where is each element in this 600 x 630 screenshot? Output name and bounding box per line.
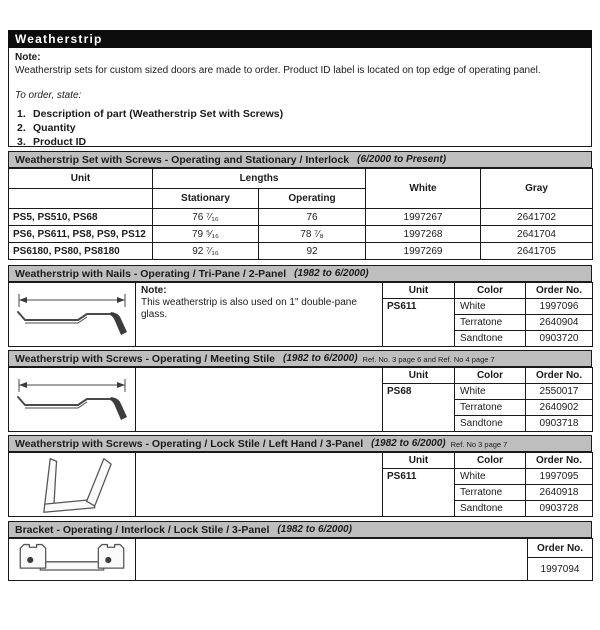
col-header-order: Order No. [526,368,593,384]
stationary-length: 79 ⁵⁄₁₆ [153,226,259,243]
gray-order-no: 2641704 [481,226,593,243]
nails-table [8,282,593,347]
col-header-lengths: Lengths [153,169,366,189]
note-label: Note: [15,52,41,63]
col-header-order: Order No. [526,283,593,299]
section-title: Weatherstrip with Nails - Operating / Tri-Pane / 2-Panel [15,267,287,280]
col-header-unit: Unit [383,368,455,384]
section-meeting-stile [8,350,592,432]
unit-cell: PS611 [383,469,455,517]
order-step [15,135,585,149]
set-table [8,168,593,260]
white-order-no: 1997267 [366,209,481,226]
col-header-order: Order No. [528,539,593,558]
section-title-bar [8,265,592,282]
empty-cell [136,453,383,517]
section-bracket [8,521,592,581]
color-cell: White [455,469,526,485]
order-step [15,121,585,135]
col-header-stationary: Stationary [153,189,259,209]
order-no-cell: 2550017 [526,384,593,400]
color-cell: Sandtone [455,416,526,432]
white-order-no: 1997269 [366,243,481,260]
col-header-gray: Gray [481,169,593,209]
note-text: Weatherstrip sets for custom sized doors are made to order. Product ID label is located on top edge of operating panel. [15,65,541,76]
step-text: Quantity [33,122,76,134]
col-header-color: Color [455,283,526,299]
gray-order-no: 2641705 [481,243,593,260]
lock-stile-channel-drawing [9,453,136,517]
bracket-drawing [9,539,136,581]
section-date-range: (1982 to 6/2000) [283,353,358,364]
section-with-nails [8,265,592,347]
col-header-empty [9,189,153,209]
step-number: 3. [17,136,26,148]
weatherstrip-profile-drawing [9,283,136,347]
stationary-length: 76 ⁷⁄₁₆ [153,209,259,226]
order-steps [15,107,585,149]
gray-order-no: 2641702 [481,209,593,226]
color-cell: Terratone [455,315,526,331]
section-title: Weatherstrip Set with Screws - Operating and Stationary / Interlock [15,153,350,166]
order-no-cell: 1997095 [526,469,593,485]
note-text: This weatherstrip is also used on 1" double-pane glass. [141,297,357,320]
section-ref: Ref. No. 3 page 6 and Ref. No 4 page 7 [362,355,495,364]
col-header-color: Color [455,368,526,384]
section-title-bar [8,521,592,538]
order-no-cell: 1997096 [526,299,593,315]
bracket-table [8,538,593,581]
meeting-stile-table [8,367,593,432]
empty-cell [136,368,383,432]
section-note [136,283,383,347]
section-title: Weatherstrip with Screws - Operating / Lock Stile / Left Hand / 3-Panel [15,437,364,450]
page-title: Weatherstrip [8,30,592,48]
order-no-cell: 0903720 [526,331,593,347]
color-cell: White [455,384,526,400]
color-cell: Terratone [455,400,526,416]
unit-cell: PS6180, PS80, PS8180 [9,243,153,260]
operating-length: 76 [259,209,366,226]
section-title: Bracket - Operating / Interlock / Lock Stile / 3-Panel [15,523,270,536]
col-header-unit: Unit [383,283,455,299]
section-date-range: (1982 to 6/2000) [371,438,446,449]
order-no-cell: 0903728 [526,501,593,517]
unit-cell: PS5, PS510, PS68 [9,209,153,226]
order-intro: To order, state: [15,90,82,101]
col-header-order: Order No. [526,453,593,469]
document-page [8,30,592,581]
order-no-cell: 0903718 [526,416,593,432]
color-cell: Sandtone [455,501,526,517]
col-header-operating: Operating [259,189,366,209]
order-no-cell: 1997094 [528,558,593,581]
step-number: 2. [17,122,26,134]
table-row [9,209,593,226]
operating-length: 78 ⁷⁄₈ [259,226,366,243]
note-label: Note: [141,285,167,296]
section-date-range: (1982 to 6/2000) [294,268,369,279]
unit-cell: PS6, PS611, PS8, PS9, PS12 [9,226,153,243]
table-row [9,243,593,260]
color-cell: White [455,299,526,315]
section-date-range: (1982 to 6/2000) [277,524,352,535]
col-header-color: Color [455,453,526,469]
color-cell: Terratone [455,485,526,501]
col-header-unit: Unit [383,453,455,469]
section-date-range: (6/2000 to Present) [357,154,447,165]
section-lock-stile [8,435,592,517]
order-no-cell: 2640902 [526,400,593,416]
order-step [15,107,585,121]
col-header-white: White [366,169,481,209]
weatherstrip-profile-drawing [9,368,136,432]
section-title: Weatherstrip with Screws - Operating / Meeting Stile [15,352,276,365]
table-row [9,226,593,243]
section-ref: Ref. No 3 page 7 [450,440,508,449]
step-text: Product ID [33,136,87,148]
empty-cell [136,539,528,581]
order-no-cell: 2640904 [526,315,593,331]
step-text: Description of part (Weatherstrip Set with Screws) [33,108,284,120]
section-set-with-screws [8,151,592,260]
section-title-bar [8,151,592,168]
unit-cell: PS68 [383,384,455,432]
operating-length: 92 [259,243,366,260]
color-cell: Sandtone [455,331,526,347]
unit-cell: PS611 [383,299,455,347]
white-order-no: 1997268 [366,226,481,243]
order-no-cell: 2640918 [526,485,593,501]
lock-stile-table [8,452,593,517]
stationary-length: 92 ⁷⁄₁₆ [153,243,259,260]
col-header-unit: Unit [9,169,153,189]
section-title-bar [8,350,592,367]
step-number: 1. [17,108,26,120]
section-title-bar [8,435,592,452]
note-box [8,48,592,147]
